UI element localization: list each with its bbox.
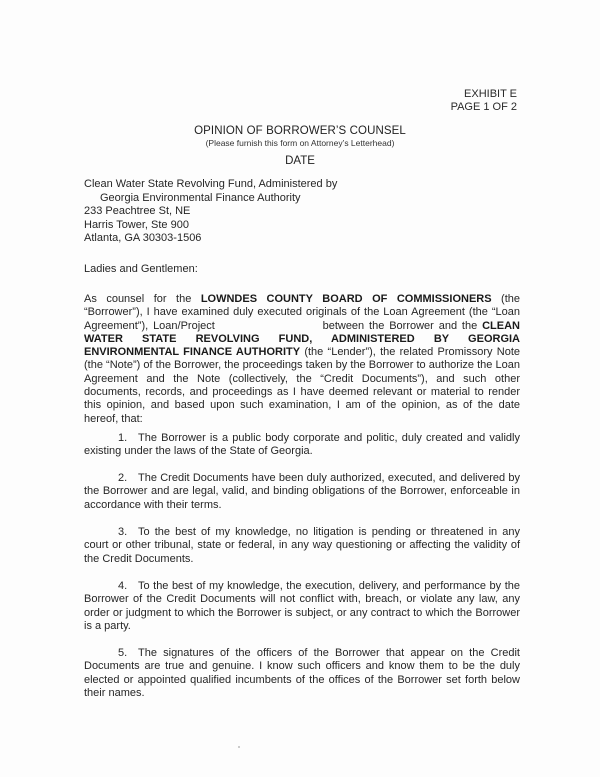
intro-text-4: (the “Lender”), the related Promissory Note (the “Note”) of the Borrower, the proceedings taken by the Borrower to authorize the Loan Agreement and the Note (collectively, the “Credit Documents”), and such other documents, records, and proceedings as I have deemed relevant or material to render this opinion, and based upon such examination, I am of the opinion, as of the date hereof, that:: [84, 346, 520, 425]
lender-name: CLEAN WATER STATE REVOLVING FUND, ADMINISTERED BY GEORGIA ENVIRONMENTAL FINANCE AUTHORITY: [84, 319, 520, 359]
scan-speck: [238, 746, 240, 748]
item-text: The Borrower is a public body corporate and politic, duly created and validly existing under the laws of the State of Georgia.: [84, 432, 520, 458]
borrower-name: LOWNDES COUNTY BOARD OF COMMISSIONERS: [200, 293, 492, 305]
intro-paragraph: [84, 293, 520, 426]
title-block: [0, 124, 600, 149]
exhibit-header: [451, 88, 517, 114]
salutation: Ladies and Gentlemen:: [84, 263, 198, 275]
recipient-address: [84, 178, 337, 246]
address-line-4: Harris Tower, Ste 900: [84, 218, 189, 231]
address-line-1: Clean Water State Revolving Fund, Administered by: [84, 178, 338, 190]
address-line-5: Atlanta, GA 30303-1506: [84, 232, 202, 244]
document-subtitle: (Please furnish this form on Attorney’s Letterhead): [205, 138, 395, 148]
intro-text-2: (the “Borrower”), I have examined duly executed originals of the Loan Agreement (the “Loan Agreement”), Loan/Project: [84, 293, 521, 332]
item-number: 3.: [118, 526, 128, 538]
item-number: 4.: [118, 580, 128, 592]
opinion-item-4: [84, 580, 520, 633]
date-placeholder: DATE: [285, 155, 315, 167]
item-number: 1.: [118, 432, 128, 444]
opinion-item-2: [84, 472, 520, 512]
opinion-item-3: [84, 526, 520, 566]
address-line-3: 233 Peachtree St, NE: [84, 205, 191, 217]
opinion-item-5: [84, 647, 520, 700]
item-text: The Credit Documents have been duly authorized, executed, and delivered by the Borrower and are legal, valid, and binding obligations of the Borrower, enforceable in accordance with their terms.: [84, 472, 520, 511]
intro-text-3: between the Borrower and the: [317, 319, 483, 332]
item-text: To the best of my knowledge, the execution, delivery, and performance by the Borrower of the Credit Documents will not conflict with, breach, or violate any law, any order or judgment to which the Borrower is subject, or any contract to which the Borrower is a party.: [84, 580, 520, 632]
address-line-2: Georgia Environmental Finance Authority: [100, 191, 301, 204]
intro-text-1: As counsel for the: [84, 293, 201, 305]
page-number: PAGE 1 OF 2: [450, 101, 517, 113]
item-text: To the best of my knowledge, no litigation is pending or threatened in any court or other tribunal, state or federal, in any way questioning or affecting the validity of the Credit Documents.: [84, 526, 520, 565]
opinion-item-1: [84, 432, 520, 459]
item-number: 5.: [118, 647, 128, 659]
document-title: OPINION OF BORROWER’S COUNSEL: [194, 125, 406, 137]
exhibit-label: EXHIBIT E: [464, 88, 517, 100]
item-text: The signatures of the officers of the Borrower that appear on the Credit Documents are true and genuine. I know such officers and know them to be the duly elected or appointed qualified incumbents of the offices of the Borrower set forth below their names.: [84, 647, 520, 699]
item-number: 2.: [118, 472, 128, 484]
